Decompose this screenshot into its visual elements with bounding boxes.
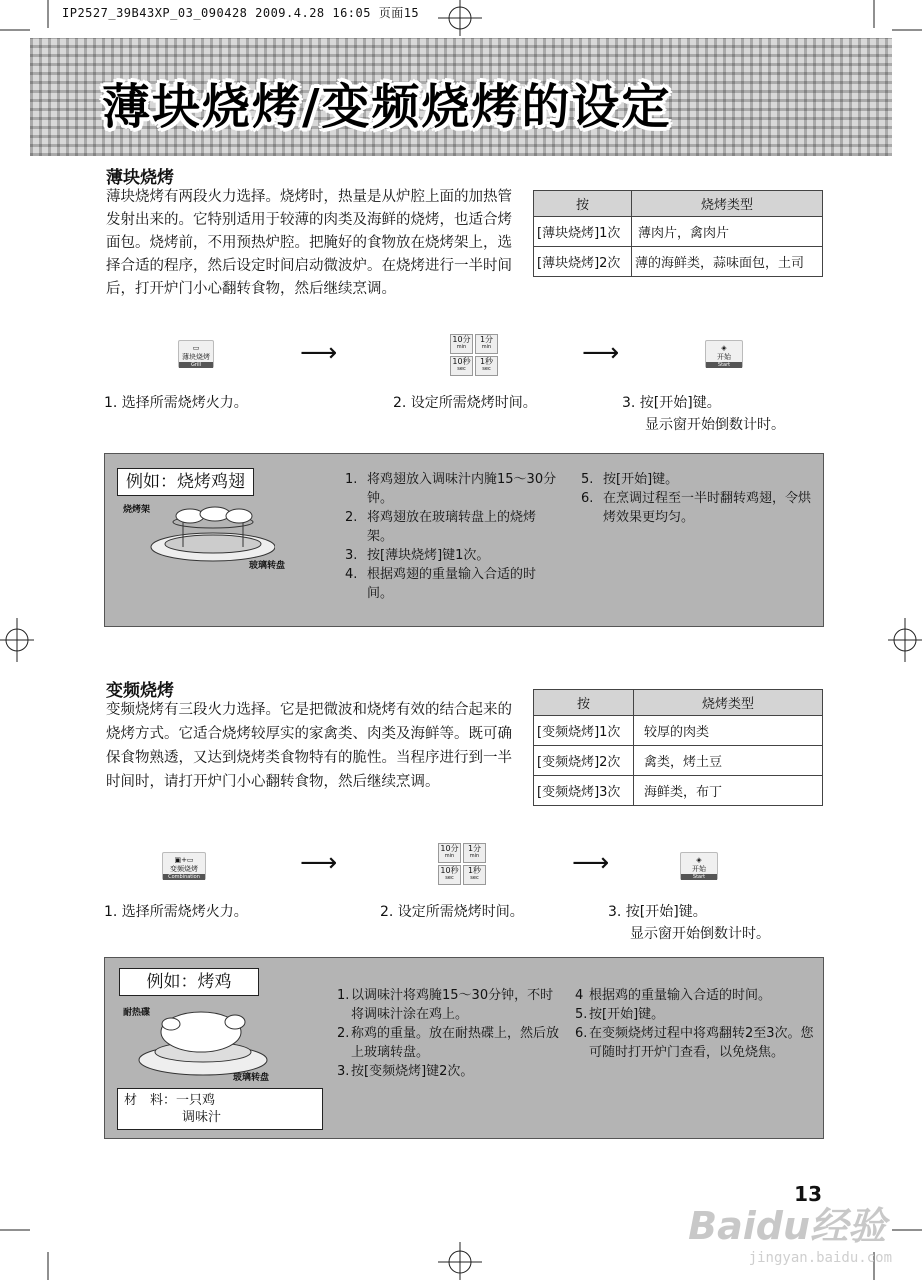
item-number: 6. bbox=[581, 491, 594, 506]
dish-label: 耐热碟 bbox=[123, 1008, 151, 1018]
key-value: 1秒 bbox=[467, 866, 482, 875]
arrow-icon: ⟶ bbox=[572, 848, 610, 878]
item-text: 根据鸡的重量输入合适的时间。 bbox=[589, 988, 772, 1003]
key-10sec[interactable] bbox=[450, 356, 473, 376]
item-text: 按[薄块烧烤]键1次。 bbox=[367, 548, 490, 563]
item-number: 2. bbox=[345, 510, 358, 525]
table-cell: 薄肉片，禽肉片 bbox=[632, 217, 823, 247]
table-header: 按 bbox=[534, 191, 632, 217]
section1-title: 薄块烧烤 bbox=[106, 168, 174, 188]
item-text: 称鸡的重量。放在耐热碟上，然后放上玻璃转盘。 bbox=[351, 1026, 560, 1060]
tray-label: 玻璃转盘 bbox=[233, 1073, 270, 1083]
watermark-url: jingyan.baidu.com bbox=[748, 1250, 892, 1266]
item-number: 6. bbox=[575, 1026, 588, 1041]
item-text: 以调味汁将鸡腌15～30分钟，不时将调味汁涂在鸡上。 bbox=[351, 988, 554, 1022]
step-3: 3. 按[开始]键。 bbox=[608, 904, 707, 920]
table-row bbox=[534, 217, 823, 247]
item-number: 5. bbox=[575, 1007, 588, 1022]
step-1: 1. 选择所需烧烤火力。 bbox=[104, 395, 248, 411]
key-value: 10秒 bbox=[452, 357, 471, 366]
key-value: 10分 bbox=[452, 335, 471, 344]
table-cell: 禽类，烤土豆 bbox=[634, 746, 823, 776]
example-box-2 bbox=[104, 957, 824, 1139]
key-value: 1分 bbox=[479, 335, 494, 344]
key-unit: min bbox=[456, 344, 467, 350]
example-steps-right bbox=[581, 470, 817, 527]
table-cell: [变频烧烤]3次 bbox=[534, 776, 634, 806]
list-item bbox=[345, 565, 559, 603]
tray-label: 玻璃转盘 bbox=[249, 561, 286, 571]
section1-paragraph: 薄块烧烤有两段火力选择。烧烤时，热量是从炉腔上面的加热管发射出来的。它特别适用于较薄的肉类及海鲜的烧烤，也适合烤面包。烧烤前，不用预热炉腔。把腌好的食物放在烧烤架上，选择合适的程序，然后设定时间启动微波炉。在烧烤进行一半时间后，打开炉门小心翻转食物，然后继续烹调。 bbox=[106, 189, 512, 297]
key-value: 1分 bbox=[467, 844, 482, 853]
item-text: 按[变频烧烤]键2次。 bbox=[351, 1064, 474, 1079]
key-value: 1秒 bbox=[479, 357, 494, 366]
start-button-sublabel: Start bbox=[681, 874, 717, 880]
item-text: 在变频烧烤过程中将鸡翻转2至3次。您可随时打开炉门查看，以免烧焦。 bbox=[589, 1026, 814, 1060]
list-item bbox=[337, 986, 559, 1024]
grill-button-sublabel: Grill bbox=[179, 362, 213, 368]
item-text: 将鸡翅放入调味汁内腌15～30分钟。 bbox=[367, 472, 557, 506]
combination-icon: ▣+▭ bbox=[174, 856, 194, 864]
key-1min[interactable] bbox=[475, 334, 498, 354]
key-unit: sec bbox=[457, 366, 466, 372]
arrow-icon: ⟶ bbox=[300, 338, 338, 368]
table-cell: 较厚的肉类 bbox=[634, 716, 823, 746]
time-keypad bbox=[438, 843, 486, 885]
key-value: 10分 bbox=[440, 844, 459, 853]
table-header: 烧烤类型 bbox=[632, 191, 823, 217]
item-number: 4. bbox=[345, 567, 358, 582]
start-button-sublabel: Start bbox=[706, 362, 742, 368]
item-number: 1. bbox=[345, 472, 358, 487]
item-text: 将鸡翅放在玻璃转盘上的烧烤架。 bbox=[367, 510, 537, 544]
list-item bbox=[337, 1062, 559, 1081]
key-10min[interactable] bbox=[450, 334, 473, 354]
item-number: 1. bbox=[337, 988, 350, 1003]
page-number: 13 bbox=[794, 1182, 822, 1206]
page-title: 薄块烧烤/变频烧烤的设定 bbox=[102, 79, 672, 135]
combination-button-label: 变频烧烤 bbox=[170, 865, 198, 873]
list-item bbox=[581, 489, 817, 527]
key-unit: sec bbox=[470, 875, 479, 881]
key-value: 10秒 bbox=[440, 866, 459, 875]
item-number: 3. bbox=[345, 548, 358, 563]
start-icon: ◈ bbox=[696, 856, 702, 864]
example-label: 例如：烤鸡 bbox=[119, 968, 259, 996]
key-unit: min bbox=[481, 344, 492, 350]
step-2: 2. 设定所需烧烤时间。 bbox=[393, 395, 537, 411]
item-number: 2. bbox=[337, 1026, 350, 1041]
grill-icon: ▭ bbox=[192, 344, 200, 352]
example-label: 例如：烧烤鸡翅 bbox=[117, 468, 254, 496]
material-item: 调味汁 bbox=[182, 1110, 222, 1125]
table-row bbox=[534, 746, 823, 776]
step-3-note: 显示窗开始倒数计时。 bbox=[630, 926, 770, 942]
key-unit: min bbox=[469, 853, 480, 859]
grill-button-label: 薄块烧烤 bbox=[182, 353, 210, 361]
arrow-icon: ⟶ bbox=[300, 848, 338, 878]
section2-paragraph: 变频烧烤有三段火力选择。它是把微波和烧烤有效的结合起来的烧烤方式。它适合烧烤较厚实的家禽类、肉类及海鲜等。既可确保食物熟透，又达到烧烤类食物特有的脆性。当程序进行到一半时间时，请打开炉门小心翻转食物，然后继续烹调。 bbox=[106, 702, 512, 790]
table-cell: [薄块烧烤]1次 bbox=[534, 217, 632, 247]
print-header-meta: IP2527_39B43XP_03_090428 2009.4.28 16:05 页面15 bbox=[62, 6, 420, 20]
list-item bbox=[337, 1024, 559, 1062]
item-number: 3. bbox=[337, 1064, 350, 1079]
step-3-note: 显示窗开始倒数计时。 bbox=[645, 417, 785, 433]
list-item bbox=[345, 508, 559, 546]
watermark-brand: Baidu经验 bbox=[688, 1204, 886, 1248]
key-1sec[interactable] bbox=[463, 865, 486, 885]
table-row bbox=[534, 776, 823, 806]
item-text: 根据鸡翅的重量输入合适的时间。 bbox=[367, 567, 537, 601]
start-button-label: 开始 bbox=[692, 865, 706, 873]
list-item bbox=[345, 546, 559, 565]
item-text: 按[开始]键。 bbox=[589, 1007, 665, 1022]
start-button[interactable] bbox=[705, 340, 743, 368]
example-steps-right bbox=[575, 986, 819, 1062]
table-cell: [薄块烧烤]2次 bbox=[534, 247, 632, 277]
table-header: 按 bbox=[534, 690, 634, 716]
grill-button[interactable] bbox=[178, 340, 214, 368]
key-1sec[interactable] bbox=[475, 356, 498, 376]
example-box-1 bbox=[104, 453, 824, 627]
key-unit: min bbox=[444, 853, 455, 859]
key-unit: sec bbox=[445, 875, 454, 881]
list-item bbox=[581, 470, 817, 489]
item-text: 按[开始]键。 bbox=[603, 472, 679, 487]
table-cell: [变频烧烤]2次 bbox=[534, 746, 634, 776]
key-unit: sec bbox=[482, 366, 491, 372]
start-button[interactable] bbox=[680, 852, 718, 880]
combination-button-sublabel: Combination bbox=[163, 874, 205, 880]
section1-table bbox=[533, 190, 823, 277]
step-2: 2. 设定所需烧烤时间。 bbox=[380, 904, 524, 920]
list-item bbox=[575, 1005, 819, 1024]
key-10sec[interactable] bbox=[438, 865, 461, 885]
time-keypad bbox=[450, 334, 498, 376]
section2-table bbox=[533, 689, 823, 806]
table-cell: 海鲜类，布丁 bbox=[634, 776, 823, 806]
table-header: 烧烤类型 bbox=[634, 690, 823, 716]
section2-title: 变频烧烤 bbox=[106, 681, 174, 701]
key-1min[interactable] bbox=[463, 843, 486, 863]
materials-label: 材 料： bbox=[124, 1093, 177, 1108]
list-item bbox=[575, 1024, 819, 1062]
arrow-icon: ⟶ bbox=[582, 338, 620, 368]
rack-label: 烧烤架 bbox=[123, 505, 151, 515]
material-item: 一只鸡 bbox=[176, 1093, 216, 1108]
example-steps-left bbox=[345, 470, 559, 603]
list-item bbox=[345, 470, 559, 508]
combination-button[interactable] bbox=[162, 852, 206, 880]
list-item bbox=[575, 986, 819, 1005]
step-1: 1. 选择所需烧烤火力。 bbox=[104, 904, 248, 920]
start-icon: ◈ bbox=[721, 344, 727, 352]
table-row bbox=[534, 247, 823, 277]
materials-box bbox=[117, 1088, 323, 1130]
item-number: 4 bbox=[575, 988, 584, 1003]
item-number: 5. bbox=[581, 472, 594, 487]
key-10min[interactable] bbox=[438, 843, 461, 863]
table-row bbox=[534, 716, 823, 746]
item-text: 在烹调过程至一半时翻转鸡翅，令烘烤效果更均匀。 bbox=[603, 491, 812, 525]
start-button-label: 开始 bbox=[717, 353, 731, 361]
step-3: 3. 按[开始]键。 bbox=[622, 395, 721, 411]
table-cell: 薄的海鲜类，蒜味面包，土司 bbox=[632, 247, 823, 277]
example-steps-left bbox=[337, 986, 559, 1081]
table-cell: [变频烧烤]1次 bbox=[534, 716, 634, 746]
